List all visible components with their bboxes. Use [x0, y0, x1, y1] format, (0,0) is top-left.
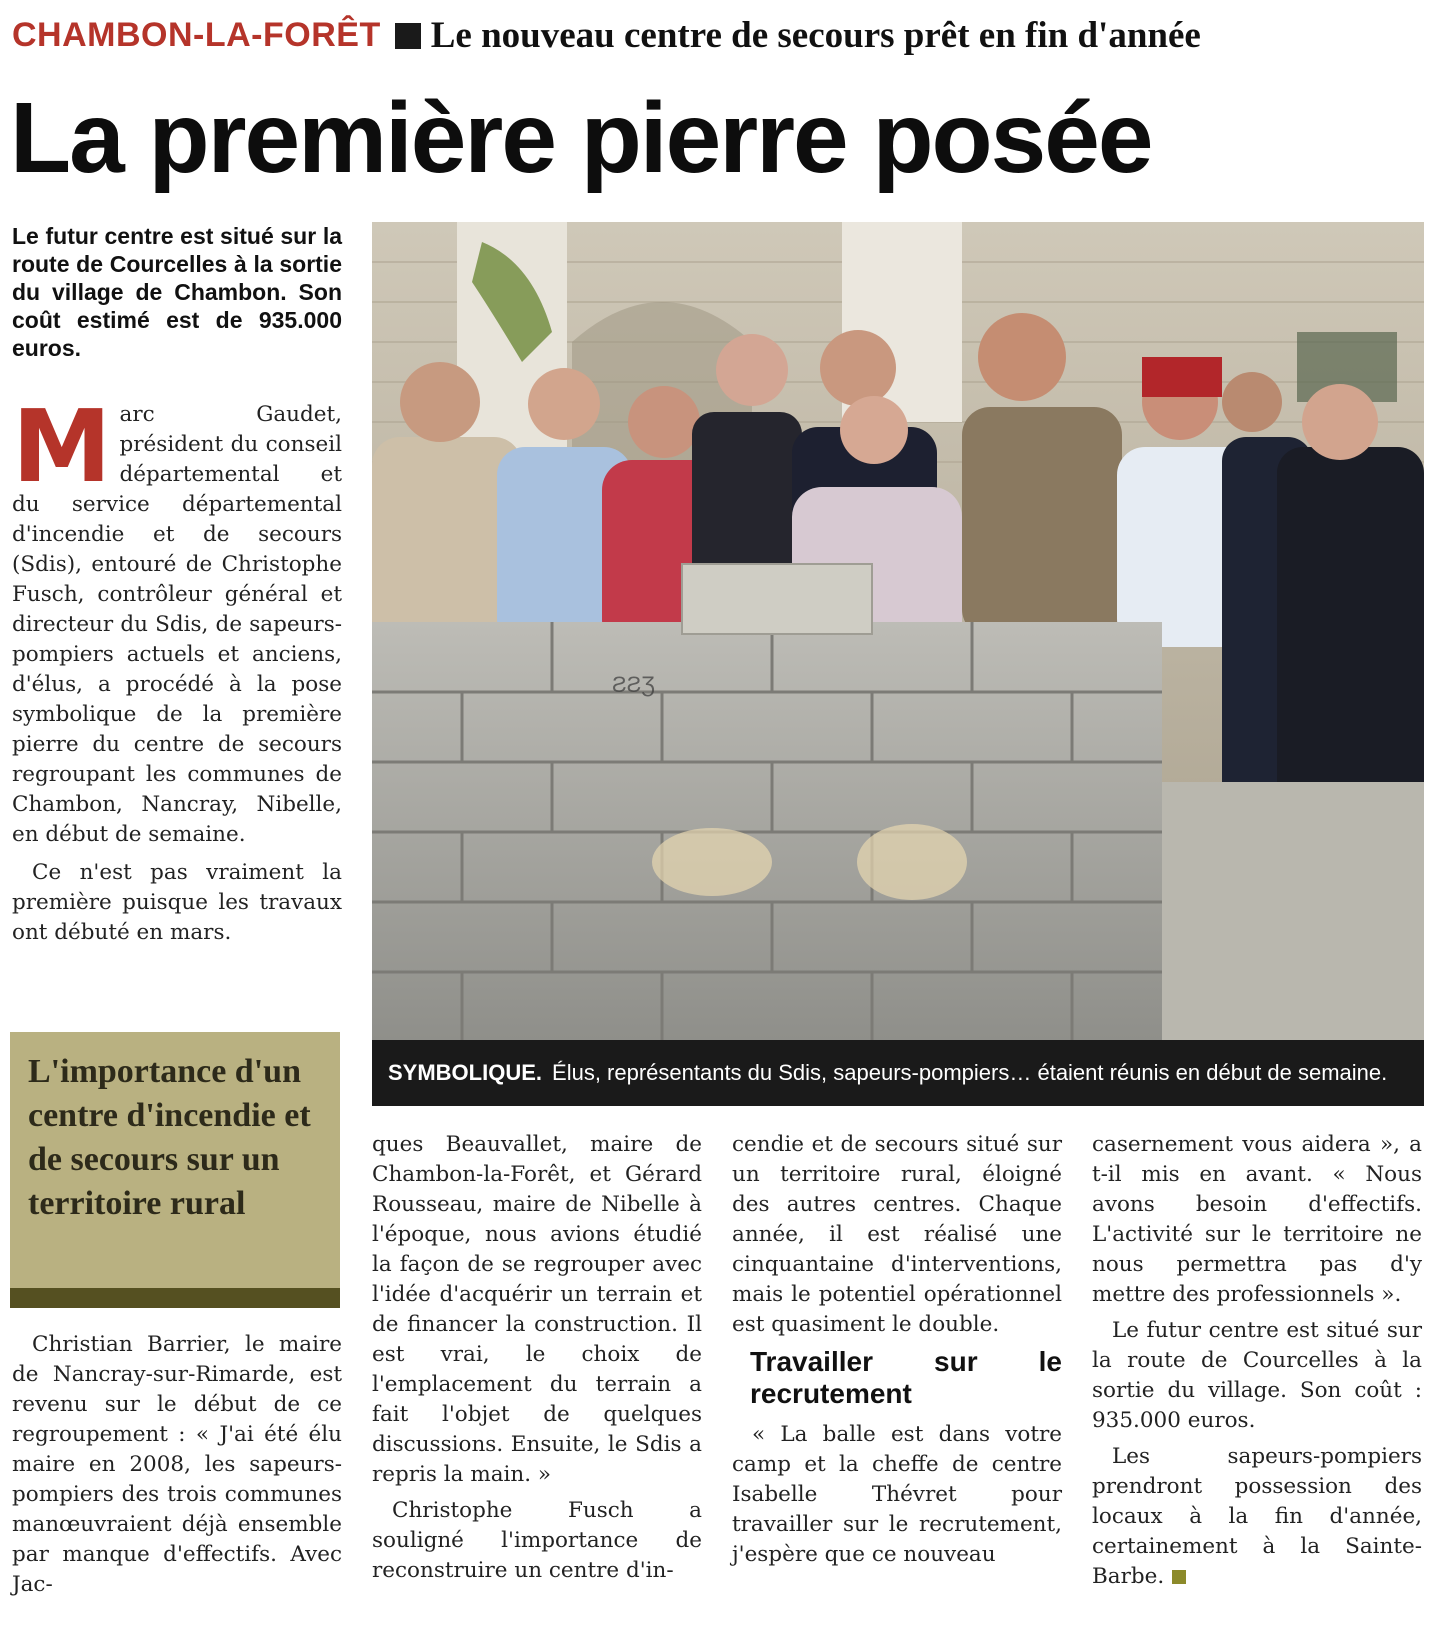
column-4-paragraph-1: casernement vous aidera », a t-il mis en avant. « Nous avons besoin d'effectifs. L'activité sur le territoire ne nous permettra pas d'y mettre des professionnels ». [1092, 1132, 1422, 1307]
body-left-column [12, 388, 342, 948]
second-paragraph: Ce n'est pas vraiment la première puisque les travaux ont débuté en mars. [12, 860, 342, 945]
caption-text: Élus, représentants du Sdis, sapeurs-pompiers… étaient réunis en début de semaine. [552, 1060, 1388, 1085]
callout-box [10, 1032, 340, 1308]
column-2-paragraph-1: ques Beauvallet, maire de Chambon-la-Forêt, et Gérard Rousseau, maire de Nibelle à l'époque, nous avions étudié la façon de se regrouper avec l'idée d'acquérir un terrain et de financer la construction. Il est vrai, le choix de l'emplacement du terrain a fait l'objet de quelques discussions. Ensuite, le Sdis a repris la main. » [372, 1132, 702, 1487]
column-2-paragraph-2: Christophe Fusch a souligné l'importance de reconstruire un centre d'in- [372, 1498, 702, 1583]
column-4 [1092, 1130, 1422, 1592]
column-4-paragraph-2: Le futur centre est situé sur la route de Courcelles à la sortie du village. Son coût : 935.000 euros. [1092, 1318, 1422, 1433]
column-3 [732, 1130, 1062, 1570]
column-1-paragraph: Christian Barrier, le maire de Nancray-sur-Rimarde, est revenu sur le début de ce regroupement : « J'ai été élu maire en 2008, les sapeurs-pompiers des trois communes manœuvraient déjà ensemble par manque d'effectifs. Avec Jac- [12, 1332, 342, 1597]
caption-label: SYMBOLIQUE. [388, 1060, 543, 1085]
column-1 [12, 1330, 342, 1600]
closing-text: Les sapeurs-pompiers prendront possession des locaux à la fin d'année, certainement à la Sainte-Barbe. [1092, 1444, 1422, 1589]
kicker [12, 14, 1432, 66]
locality-label: CHAMBON-LA-FORÊT [12, 16, 381, 54]
kicker-square-icon [395, 23, 421, 49]
column-4-paragraph-3 [1092, 1442, 1422, 1592]
subheadline: Le nouveau centre de secours prêt en fin d'année [430, 15, 1201, 56]
end-square-icon [1172, 1570, 1186, 1584]
headline: La première pierre posée [10, 82, 1152, 194]
column-3-paragraph-1: cendie et de secours situé sur un territoire rural, éloigné des autres centres. Chaque année, il est réalisé une cinquantaine d'interventions, mais le potentiel opérationnel est quasiment le double. [732, 1132, 1062, 1337]
intro-text: arc Gaudet, président du conseil départemental et du service départemental d'incendie et de secours (Sdis), entouré de Christophe Fusch, contrôleur général et directeur du Sdis, de sapeurs-pompiers actuels et anciens, d'élus, a procédé à la pose symbolique de la première pierre du centre de secours regroupant les communes de Chambon, Nancray, Nibelle, en début de semaine. [12, 402, 342, 847]
ceremony-photo [372, 222, 1424, 1040]
callout-text: L'importance d'un centre d'incendie et de secours sur un territoire rural [28, 1053, 311, 1222]
column-3-paragraph-2: « La balle est dans votre camp et la cheffe de centre Isabelle Thévret pour travailler sur le recrutement, j'espère que ce nouveau [732, 1422, 1062, 1567]
section-subtitle: Travailler sur le recrutement [750, 1346, 1062, 1409]
intro-paragraph [12, 388, 342, 850]
lead-paragraph: Le futur centre est situé sur la route de Courcelles à la sortie du village de Chambon. Son coût estimé est de 935.000 euros. [12, 223, 342, 361]
photo [372, 222, 1424, 1106]
photo-caption [388, 1040, 1387, 1106]
drop-cap: M [12, 388, 112, 505]
stone-mark: ƧƧƷ [612, 672, 655, 697]
column-2 [372, 1130, 702, 1586]
callout-bar [10, 1288, 340, 1308]
